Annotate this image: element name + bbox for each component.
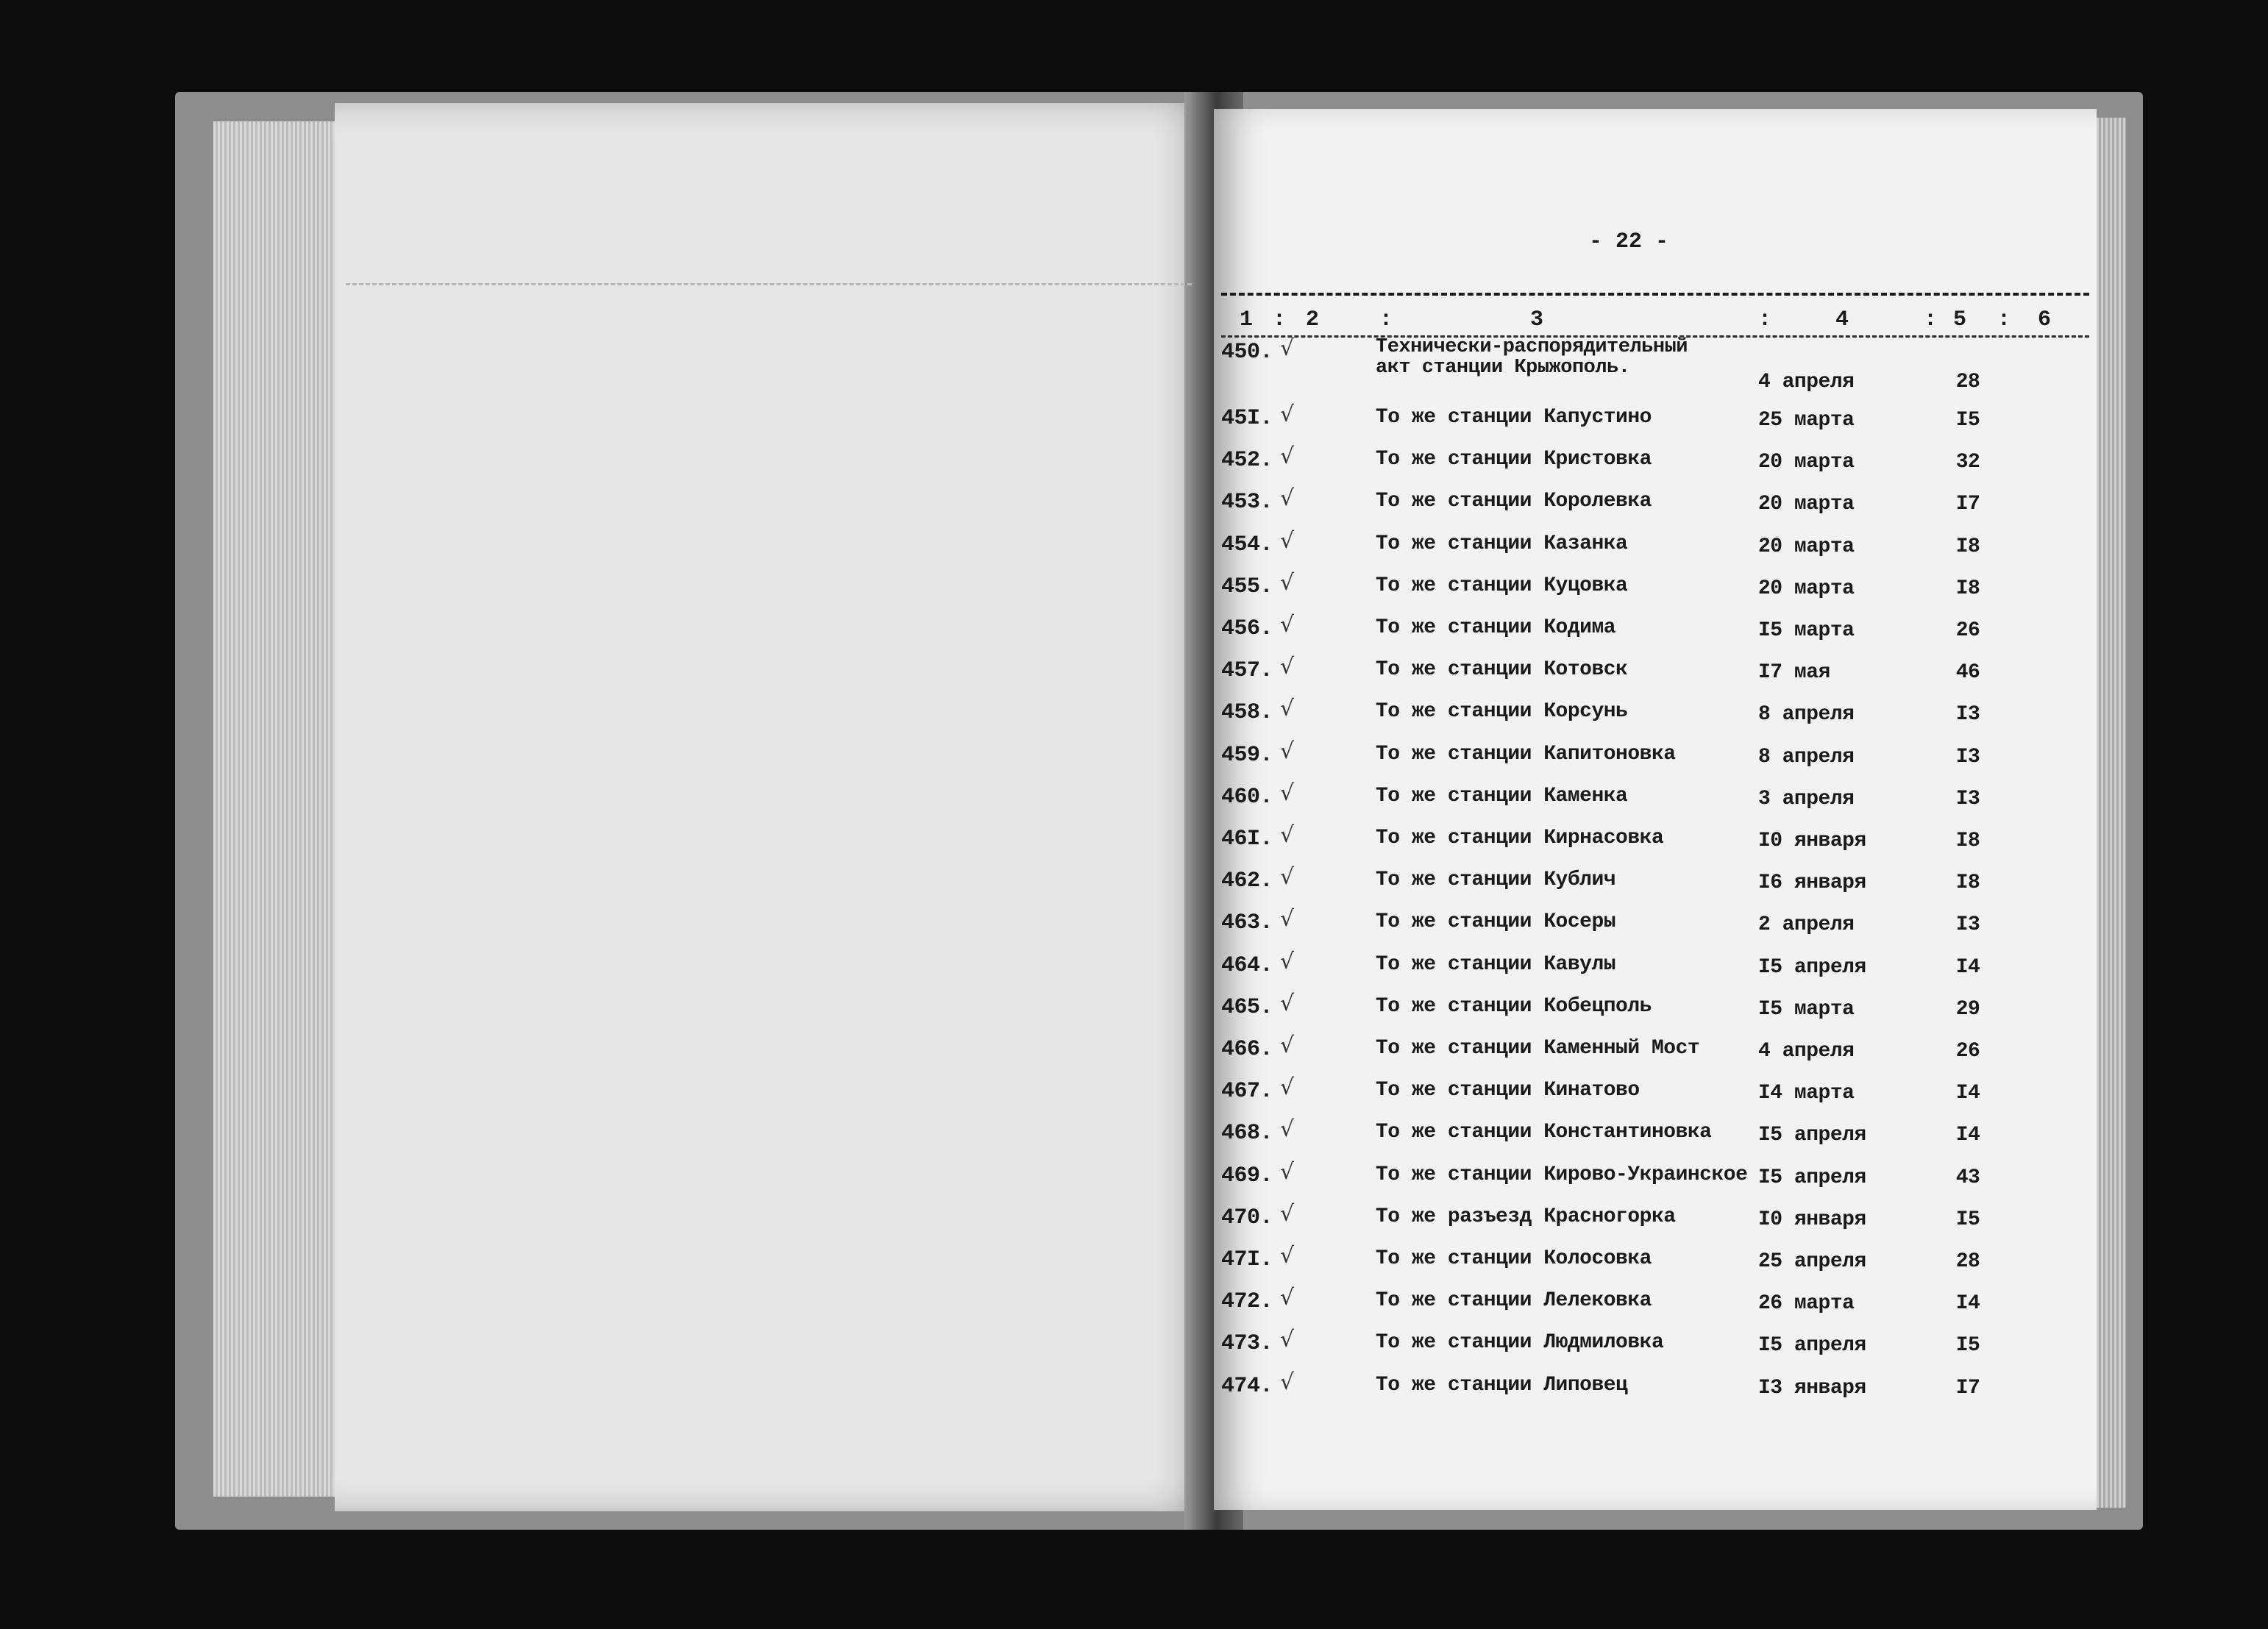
table-row xyxy=(1206,443,2089,489)
entry-title: То же станции Корсунь xyxy=(1376,700,1628,723)
table-row xyxy=(1206,1327,2089,1372)
entry-date: 8 апреля xyxy=(1758,746,1855,769)
entry-number: 472. xyxy=(1221,1289,1273,1314)
entry-date: I4 марта xyxy=(1758,1082,1855,1105)
check-mark-icon: √ xyxy=(1280,780,1294,806)
entry-number: 46I. xyxy=(1221,827,1273,852)
entry-number: 473. xyxy=(1221,1331,1273,1356)
entry-number: 459. xyxy=(1221,743,1273,768)
table-row xyxy=(1206,335,2089,393)
check-mark-icon: √ xyxy=(1280,1369,1294,1395)
entry-number: 454. xyxy=(1221,532,1273,557)
table-row xyxy=(1206,1033,2089,1078)
check-mark-icon: √ xyxy=(1280,570,1294,596)
entry-date: 26 марта xyxy=(1758,1292,1855,1315)
entry-date: I5 апреля xyxy=(1758,1334,1866,1357)
column-header-3: 3 xyxy=(1530,307,1544,332)
table-row xyxy=(1206,906,2089,952)
entry-title: То же станции Лелековка xyxy=(1376,1289,1652,1312)
entry-number: 465. xyxy=(1221,995,1273,1020)
entry-pages: I4 xyxy=(1955,956,1980,979)
entry-number: 460. xyxy=(1221,785,1273,810)
column-header-5: 5 xyxy=(1953,307,1967,332)
entry-pages: I3 xyxy=(1955,703,1980,726)
entry-title: Технически-распорядительный акт станции Крыжополь. xyxy=(1376,336,1688,379)
column-separator: : xyxy=(1924,307,1938,332)
check-mark-icon: √ xyxy=(1280,949,1294,974)
check-mark-icon: √ xyxy=(1280,906,1294,932)
entry-pages: I8 xyxy=(1955,535,1980,558)
entry-date: I0 января xyxy=(1758,1208,1866,1231)
entry-title: То же станции Константиновка xyxy=(1376,1121,1712,1144)
table-row xyxy=(1206,654,2089,699)
entry-number: 464. xyxy=(1221,953,1273,978)
entry-number: 457. xyxy=(1221,658,1273,683)
entry-number: 467. xyxy=(1221,1079,1273,1104)
entry-pages: I8 xyxy=(1955,871,1980,894)
table-row xyxy=(1206,485,2089,531)
check-mark-icon: √ xyxy=(1280,485,1294,511)
entry-number: 455. xyxy=(1221,574,1273,599)
entry-date: 8 апреля xyxy=(1758,703,1855,726)
entry-date: I5 апреля xyxy=(1758,956,1866,979)
table-row xyxy=(1206,1285,2089,1330)
check-mark-icon: √ xyxy=(1280,1159,1294,1185)
entry-title: То же станции Каменка xyxy=(1376,785,1628,808)
entry-date: I0 января xyxy=(1758,830,1866,852)
entry-number: 45I. xyxy=(1221,406,1273,431)
entry-number: 456. xyxy=(1221,616,1273,641)
entry-number: 474. xyxy=(1221,1374,1273,1399)
entry-date: 3 апреля xyxy=(1758,788,1855,810)
entry-title: То же станции Кублич xyxy=(1376,869,1616,891)
table-row xyxy=(1206,1243,2089,1288)
entry-title: То же станции Кинатово xyxy=(1376,1079,1640,1102)
table-row xyxy=(1206,528,2089,574)
entry-pages: 29 xyxy=(1955,998,1980,1021)
page-number: - 22 - xyxy=(1589,229,1669,254)
entry-title: То же станции Кобецполь xyxy=(1376,995,1652,1018)
entry-pages: 26 xyxy=(1955,1040,1980,1063)
check-mark-icon: √ xyxy=(1280,738,1294,764)
entry-date: 25 марта xyxy=(1758,409,1855,432)
table-row xyxy=(1206,738,2089,784)
left-page-bleed-through xyxy=(346,213,1192,1361)
column-separator: : xyxy=(1379,307,1393,332)
entry-pages: 32 xyxy=(1955,451,1980,474)
entry-date: I5 апреля xyxy=(1758,1124,1866,1147)
entry-date: 4 апреля xyxy=(1758,371,1855,393)
entry-pages: 28 xyxy=(1955,1250,1980,1273)
entry-title: То же станции Кавулы xyxy=(1376,953,1616,976)
check-mark-icon: √ xyxy=(1280,335,1294,361)
table-row xyxy=(1206,1201,2089,1247)
check-mark-icon: √ xyxy=(1280,612,1294,638)
entry-title: То же станции Казанка xyxy=(1376,532,1628,555)
table-row xyxy=(1206,991,2089,1036)
entry-date: 20 марта xyxy=(1758,451,1855,474)
entry-date: I5 апреля xyxy=(1758,1166,1866,1189)
table-row xyxy=(1206,1159,2089,1205)
entry-pages: I3 xyxy=(1955,788,1980,810)
entry-number: 469. xyxy=(1221,1163,1273,1188)
check-mark-icon: √ xyxy=(1280,1243,1294,1269)
check-mark-icon: √ xyxy=(1280,528,1294,554)
entry-pages: I4 xyxy=(1955,1124,1980,1147)
column-header-2: 2 xyxy=(1306,307,1320,332)
column-header-1: 1 xyxy=(1240,307,1254,332)
entry-number: 463. xyxy=(1221,910,1273,935)
entry-date: I3 января xyxy=(1758,1377,1866,1400)
entry-number: 466. xyxy=(1221,1037,1273,1062)
entry-pages: I8 xyxy=(1955,830,1980,852)
check-mark-icon: √ xyxy=(1280,696,1294,721)
check-mark-icon: √ xyxy=(1280,1285,1294,1311)
check-mark-icon: √ xyxy=(1280,822,1294,848)
table-row xyxy=(1206,696,2089,741)
table-row xyxy=(1206,1116,2089,1162)
entry-number: 450. xyxy=(1221,340,1273,365)
table-row xyxy=(1206,822,2089,868)
entry-date: 20 марта xyxy=(1758,535,1855,558)
entry-number: 468. xyxy=(1221,1121,1273,1146)
entry-date: I6 января xyxy=(1758,871,1866,894)
entry-title: То же станции Кодима xyxy=(1376,616,1616,639)
entry-date: 20 марта xyxy=(1758,577,1855,600)
entry-pages: I5 xyxy=(1955,1208,1980,1231)
page-stack-left xyxy=(213,121,346,1497)
entry-date: I7 мая xyxy=(1758,661,1830,684)
entry-title: То же станции Королевка xyxy=(1376,490,1652,513)
entry-title: То же станции Колосовка xyxy=(1376,1247,1652,1270)
entry-title: То же станции Косеры xyxy=(1376,910,1616,933)
entry-number: 452. xyxy=(1221,448,1273,473)
entry-number: 462. xyxy=(1221,869,1273,894)
entry-number: 453. xyxy=(1221,490,1273,515)
column-separator: : xyxy=(1273,307,1287,332)
check-mark-icon: √ xyxy=(1280,864,1294,890)
entry-pages: I7 xyxy=(1955,493,1980,516)
entry-date: 4 апреля xyxy=(1758,1040,1855,1063)
entry-pages: I4 xyxy=(1955,1292,1980,1315)
table-row xyxy=(1206,1074,2089,1120)
entry-number: 458. xyxy=(1221,700,1273,725)
check-mark-icon: √ xyxy=(1280,654,1294,680)
column-header-4: 4 xyxy=(1835,307,1849,332)
entry-title: То же станции Липовец xyxy=(1376,1374,1628,1397)
check-mark-icon: √ xyxy=(1280,991,1294,1016)
entry-title: То же станции Каменный Мост xyxy=(1376,1037,1700,1060)
entry-title: То же станции Кирнасовка xyxy=(1376,827,1664,849)
left-page-header-rule xyxy=(346,283,1192,285)
entry-title: То же станции Капустино xyxy=(1376,406,1652,429)
check-mark-icon: √ xyxy=(1280,1116,1294,1142)
table-row xyxy=(1206,1369,2089,1415)
entry-title: То же станции Кирово-Украинское xyxy=(1376,1163,1748,1186)
entry-title: То же станции Кристовка xyxy=(1376,448,1652,471)
entry-pages: 46 xyxy=(1955,661,1980,684)
entry-date: 20 марта xyxy=(1758,493,1855,516)
entry-pages: I3 xyxy=(1955,746,1980,769)
table-row xyxy=(1206,780,2089,826)
entry-title: То же разъезд Красногорка xyxy=(1376,1205,1676,1228)
entry-pages: 28 xyxy=(1955,371,1980,393)
table-row xyxy=(1206,612,2089,657)
entry-pages: I4 xyxy=(1955,1082,1980,1105)
entry-date: 25 апреля xyxy=(1758,1250,1866,1273)
entry-title: То же станции Людмиловка xyxy=(1376,1331,1664,1354)
check-mark-icon: √ xyxy=(1280,1074,1294,1100)
entry-title: То же станции Котовск xyxy=(1376,658,1628,681)
table-row xyxy=(1206,864,2089,910)
check-mark-icon: √ xyxy=(1280,402,1294,427)
entry-date: I5 марта xyxy=(1758,998,1855,1021)
column-header xyxy=(1221,293,2089,340)
entry-pages: I8 xyxy=(1955,577,1980,600)
check-mark-icon: √ xyxy=(1280,1033,1294,1058)
column-header-6: 6 xyxy=(2038,307,2052,332)
entry-date: I5 марта xyxy=(1758,619,1855,642)
entry-pages: I5 xyxy=(1955,1334,1980,1357)
column-separator: : xyxy=(1997,307,2011,332)
table-row xyxy=(1206,570,2089,616)
table-row xyxy=(1206,402,2089,447)
check-mark-icon: √ xyxy=(1280,1327,1294,1352)
entry-title: То же станции Капитоновка xyxy=(1376,743,1676,766)
entry-pages: I7 xyxy=(1955,1377,1980,1400)
entry-number: 47I. xyxy=(1221,1247,1273,1272)
entry-pages: 26 xyxy=(1955,619,1980,642)
table-row xyxy=(1206,949,2089,994)
entry-number: 470. xyxy=(1221,1205,1273,1230)
column-separator: : xyxy=(1758,307,1772,332)
check-mark-icon: √ xyxy=(1280,443,1294,469)
entry-pages: I3 xyxy=(1955,913,1980,936)
page-stack-right xyxy=(2097,118,2126,1508)
entry-title: То же станции Куцовка xyxy=(1376,574,1628,597)
entry-date: 2 апреля xyxy=(1758,913,1855,936)
entry-pages: 43 xyxy=(1955,1166,1980,1189)
entry-pages: I5 xyxy=(1955,409,1980,432)
check-mark-icon: √ xyxy=(1280,1201,1294,1227)
